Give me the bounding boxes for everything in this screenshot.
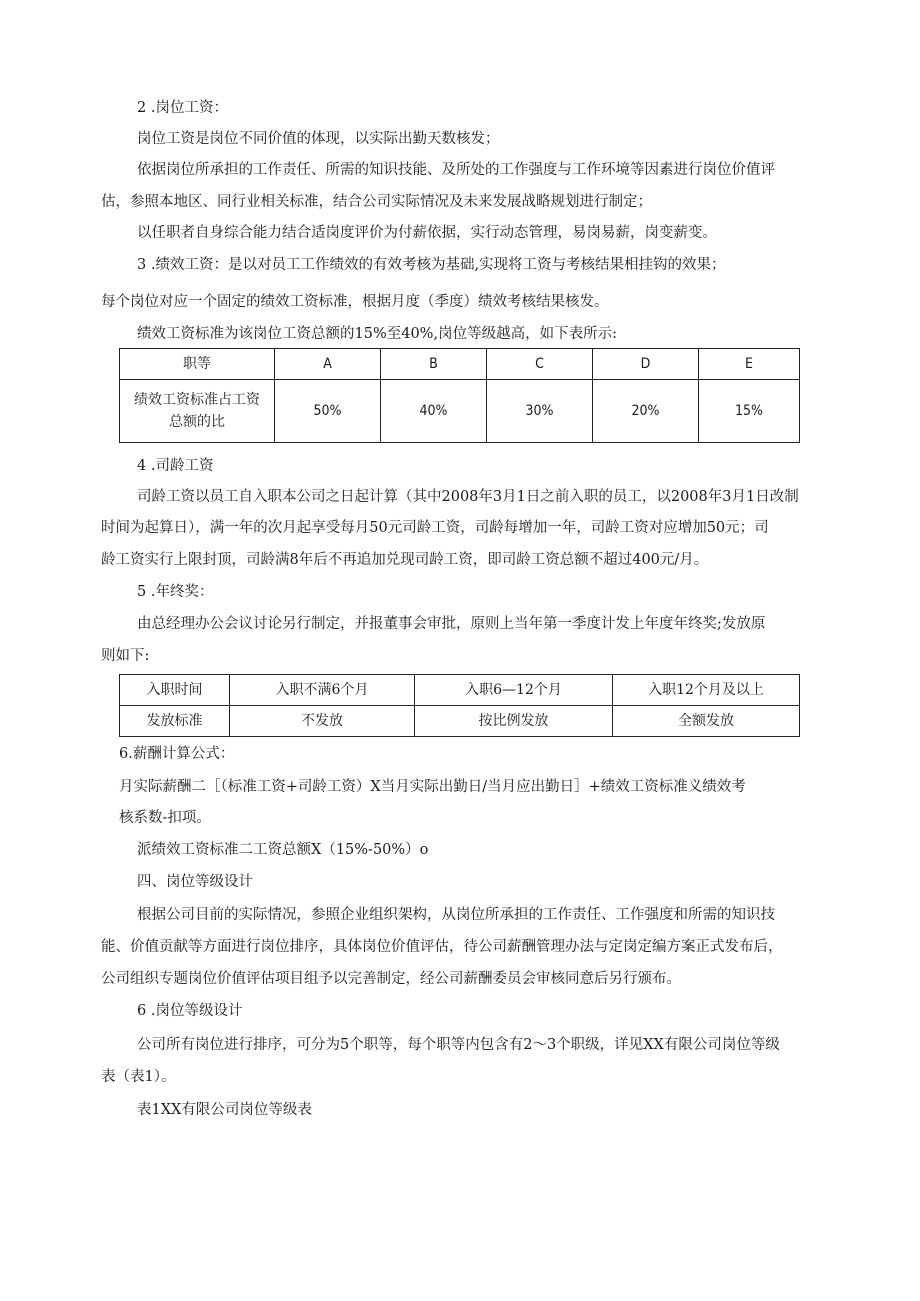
table-row-label: 发放标准 <box>120 706 230 737</box>
table-cell: 入职不满6个月 <box>230 675 415 706</box>
paragraph: 依据岗位所承担的工作责任、所需的知识技能、及所处的工作强度与工作环境等因素进行岗位价值评 <box>137 162 775 178</box>
row-label-line: 总额的比 <box>169 414 225 430</box>
bonus-standard-table <box>119 674 800 737</box>
table-row <box>120 706 800 737</box>
table-cell: 入职6—12个月 <box>415 675 613 706</box>
section-heading-grade-design: 6 .岗位等级设计 <box>137 1003 243 1019</box>
row-label-line: 绩效工资标准占工资 <box>134 392 260 408</box>
section-heading-year-end-bonus: 5 .年终奖： <box>137 584 214 600</box>
table-cell: 50% <box>275 380 381 443</box>
table-cell: 15% <box>699 380 800 443</box>
table-cell: 30% <box>487 380 593 443</box>
table-row <box>120 675 800 706</box>
table-cell: 20% <box>593 380 699 443</box>
table-cell: 按比例发放 <box>415 706 613 737</box>
paragraph: 估，参照本地区、同行业相关标准，结合公司实际情况及未来发展战略规划进行制定； <box>101 194 652 210</box>
paragraph: 绩效工资标准为该岗位工资总额的15%至40%,岗位等级越高，如下表所示: <box>137 326 617 342</box>
table-caption: 表1XX有限公司岗位等级表 <box>137 1102 312 1118</box>
table-header-cell: C <box>487 349 593 380</box>
table-header-cell: A <box>275 349 381 380</box>
section-heading-performance-salary: 3 .绩效工资：是以对员工工作绩效的有效考核为基础,实现将工资与考核结果相挂钩的效果； <box>137 257 726 273</box>
table-cell: 不发放 <box>230 706 415 737</box>
chapter-heading-position-grade-design: 四、岗位等级设计 <box>137 874 253 890</box>
paragraph: 公司所有岗位进行排序，可分为5个职等，每个职等内包含有2〜3个职级，详见XX有限公司岗位等级 <box>137 1037 780 1053</box>
paragraph: 以任职者自身综合能力结合适岗度评价为付薪依据，实行动态管理，易岗易薪，岗变薪变。 <box>137 225 717 241</box>
formula-line: 月实际薪酬二［（标准工资+司龄工资）X当月实际出勤日/当月应出勤日］+绩效工资标准义绩效考 <box>119 779 746 795</box>
table-header-cell: D <box>593 349 699 380</box>
table-row-label <box>120 380 275 443</box>
paragraph: 能、价值贡献等方面进行岗位排序，具体岗位价值评估，待公司薪酬管理办法与定岗定编方案正式发布后， <box>101 939 783 955</box>
paragraph: 根据公司目前的实际情况，参照企业组织架构，从岗位所承担的工作责任、工作强度和所需的知识技 <box>137 907 775 923</box>
section-heading-salary-formula: 6.薪酬计算公式： <box>119 746 235 762</box>
section-heading-seniority-salary: 4 .司龄工资 <box>137 458 214 474</box>
table-cell: 40% <box>381 380 487 443</box>
paragraph: 表（表1）。 <box>101 1069 176 1085</box>
paragraph: 岗位工资是岗位不同价值的体现，以实际出勤天数核发； <box>137 131 500 147</box>
paragraph: 公司组织专题岗位价值评估项目组予以完善制定，经公司薪酬委员会审核同意后另行颁布。 <box>101 971 681 987</box>
table-header-cell: B <box>381 349 487 380</box>
table-header-cell: 职等 <box>120 349 275 380</box>
table-row <box>120 349 800 380</box>
paragraph: 龄工资实行上限封顶，司龄满8年后不再追加兑现司龄工资，即司龄工资总额不超过400元/月。 <box>101 552 709 568</box>
table-cell: 全额发放 <box>613 706 800 737</box>
table-header-cell: E <box>699 349 800 380</box>
table-row <box>120 380 800 443</box>
formula-line: 派绩效工资标准二工资总额X（15%-50%）o <box>137 842 429 858</box>
section-heading-position-salary: 2 .岗位工资： <box>137 100 228 116</box>
paragraph: 由总经理办公会议讨论另行制定，并报董事会审批，原则上当年第一季度计发上年度年终奖;发放原 <box>137 616 766 632</box>
paragraph: 时间为起算日），满一年的次月起享受每月50元司龄工资，司龄每增加一年，司龄工资对应增加50元；司 <box>101 520 769 536</box>
paragraph: 则如下: <box>101 648 150 664</box>
performance-standard-table <box>119 348 800 443</box>
formula-line: 核系数-扣项。 <box>119 810 211 826</box>
table-cell: 入职12个月及以上 <box>613 675 800 706</box>
paragraph: 每个岗位对应一个固定的绩效工资标准，根据月度（季度）绩效考核结果核发。 <box>101 294 609 310</box>
paragraph: 司龄工资以员工自入职本公司之日起计算（其中2008年3月1日之前入职的员工，以2008年3月1日改制 <box>137 489 799 505</box>
table-row-label: 入职时间 <box>120 675 230 706</box>
